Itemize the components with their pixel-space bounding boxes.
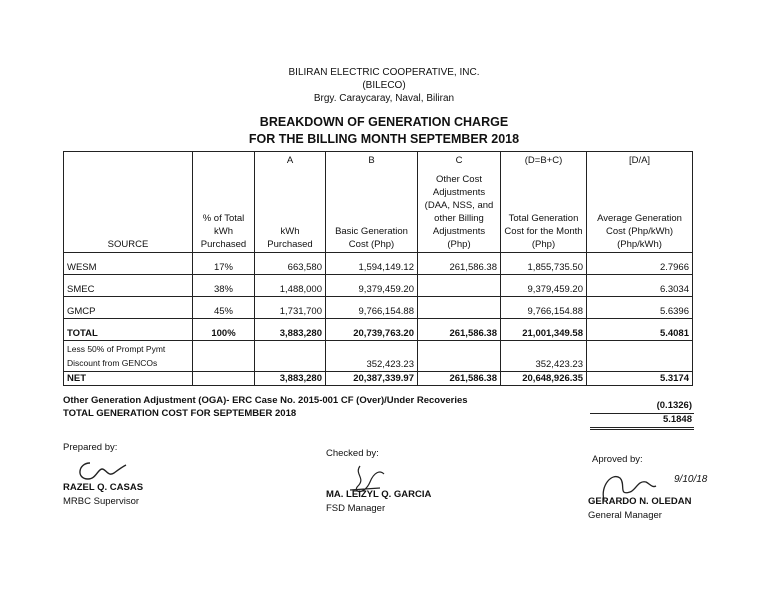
less-discount-row (64, 341, 693, 372)
cell-total: 9,766,154.88 (501, 297, 587, 319)
cell-basic: 20,739,763.20 (326, 319, 418, 341)
cell-source: TOTAL (64, 319, 193, 341)
header-other: C Other Cost Adjustments (DAA, NSS, and other Billing Adjustments (Php) (418, 152, 501, 253)
cell-basic: 9,379,459.20 (326, 275, 418, 297)
total-row (64, 319, 693, 341)
cell-avg: 6.3034 (587, 275, 693, 297)
cell-other: 261,586.38 (418, 319, 501, 341)
cell-kwh: 1,488,000 (255, 275, 326, 297)
col-letter-a: A (286, 155, 294, 166)
prepared-name: RAZEL Q. CASAS (63, 482, 144, 493)
cell-total: 352,423.23 (501, 341, 587, 372)
cell-total: 21,001,349.58 (501, 319, 587, 341)
cell-basic: 20,387,339.97 (326, 372, 418, 386)
table-row (64, 275, 693, 297)
doc-title-line2: FOR THE BILLING MONTH SEPTEMBER 2018 (248, 132, 520, 146)
header-source: SOURCE (64, 152, 193, 253)
cell-pct (193, 372, 255, 386)
cell-basic: 1,594,149.12 (326, 253, 418, 275)
cell-avg: 2.7966 (587, 253, 693, 275)
table-row (64, 253, 693, 275)
cell-avg: 5.3174 (587, 372, 693, 386)
cell-other (418, 297, 501, 319)
cell-avg: 5.6396 (587, 297, 693, 319)
org-acronym: (BILECO) (362, 80, 406, 91)
header-avg: [D/A] Average Generation Cost (Php/kWh) (Php/kWh) (587, 152, 693, 253)
cell-source: WESM (64, 253, 193, 275)
table-header-row (64, 152, 693, 253)
divider (590, 429, 694, 430)
header-total: (D=B+C) Total Generation Cost for the Month (Php) (501, 152, 587, 253)
cell-basic: 352,423.23 (326, 341, 418, 372)
total-cost-value: 5.1848 (662, 414, 692, 425)
cell-kwh: 1,731,700 (255, 297, 326, 319)
cell-pct: 45% (193, 297, 255, 319)
cell-total: 20,648,926.35 (501, 372, 587, 386)
oga-value: (0.1326) (656, 400, 692, 411)
total-cost-label: TOTAL GENERATION COST FOR SEPTEMBER 2018 (63, 408, 297, 419)
org-name: BILIRAN ELECTRIC COOPERATIVE, INC. (288, 67, 480, 78)
prepared-signature-icon (72, 455, 132, 485)
generation-charge-table (63, 151, 693, 386)
approved-date: 9/10/18 (674, 474, 708, 485)
approved-role: General Manager (588, 510, 662, 521)
col-letter-c: C (455, 155, 463, 166)
cell-source: NET (64, 372, 193, 386)
cell-total: 1,855,735.50 (501, 253, 587, 275)
prepared-role: MRBC Supervisor (63, 496, 140, 507)
cell-pct: 17% (193, 253, 255, 275)
cell-kwh: 663,580 (255, 253, 326, 275)
cell-source: GMCP (64, 297, 193, 319)
table-row (64, 297, 693, 319)
header-pct: % of Total kWh Purchased (193, 152, 255, 253)
net-row (64, 372, 693, 386)
cell-avg: 5.4081 (587, 319, 693, 341)
cell-basic: 9,766,154.88 (326, 297, 418, 319)
cell-source: Less 50% of Prompt Pymt Discount from GENCOs (64, 341, 193, 372)
cell-avg (587, 341, 693, 372)
approved-name: GERARDO N. OLEDAN (588, 496, 692, 507)
prepared-label: Prepared by: (63, 442, 118, 453)
cell-kwh (255, 341, 326, 372)
header-basic: B Basic Generation Cost (Php) (326, 152, 418, 253)
checked-name: MA. LEIZYL Q. GARCIA (326, 489, 432, 500)
col-letter-d: (D=B+C) (524, 155, 563, 166)
doc-title-line1: BREAKDOWN OF GENERATION CHARGE (259, 115, 509, 129)
cell-other: 261,586.38 (418, 253, 501, 275)
col-letter-b: B (368, 155, 375, 166)
cell-kwh: 3,883,280 (255, 372, 326, 386)
approved-label: Aproved by: (592, 454, 643, 465)
checked-role: FSD Manager (326, 503, 386, 514)
cell-total: 9,379,459.20 (501, 275, 587, 297)
org-address: Brgy. Caraycaray, Naval, Biliran (313, 93, 455, 104)
cell-kwh: 3,883,280 (255, 319, 326, 341)
divider (590, 427, 694, 428)
cell-source: SMEC (64, 275, 193, 297)
cell-other: 261,586.38 (418, 372, 501, 386)
header-kwh: A kWh Purchased (255, 152, 326, 253)
cell-other (418, 341, 501, 372)
oga-label: Other Generation Adjustment (OGA)- ERC Case No. 2015-001 CF (Over)/Under Recoveries (63, 395, 468, 406)
cell-pct: 100% (193, 319, 255, 341)
col-letter-e: [D/A] (628, 155, 651, 166)
cell-other (418, 275, 501, 297)
checked-label: Checked by: (326, 448, 379, 459)
cell-pct (193, 341, 255, 372)
cell-pct: 38% (193, 275, 255, 297)
